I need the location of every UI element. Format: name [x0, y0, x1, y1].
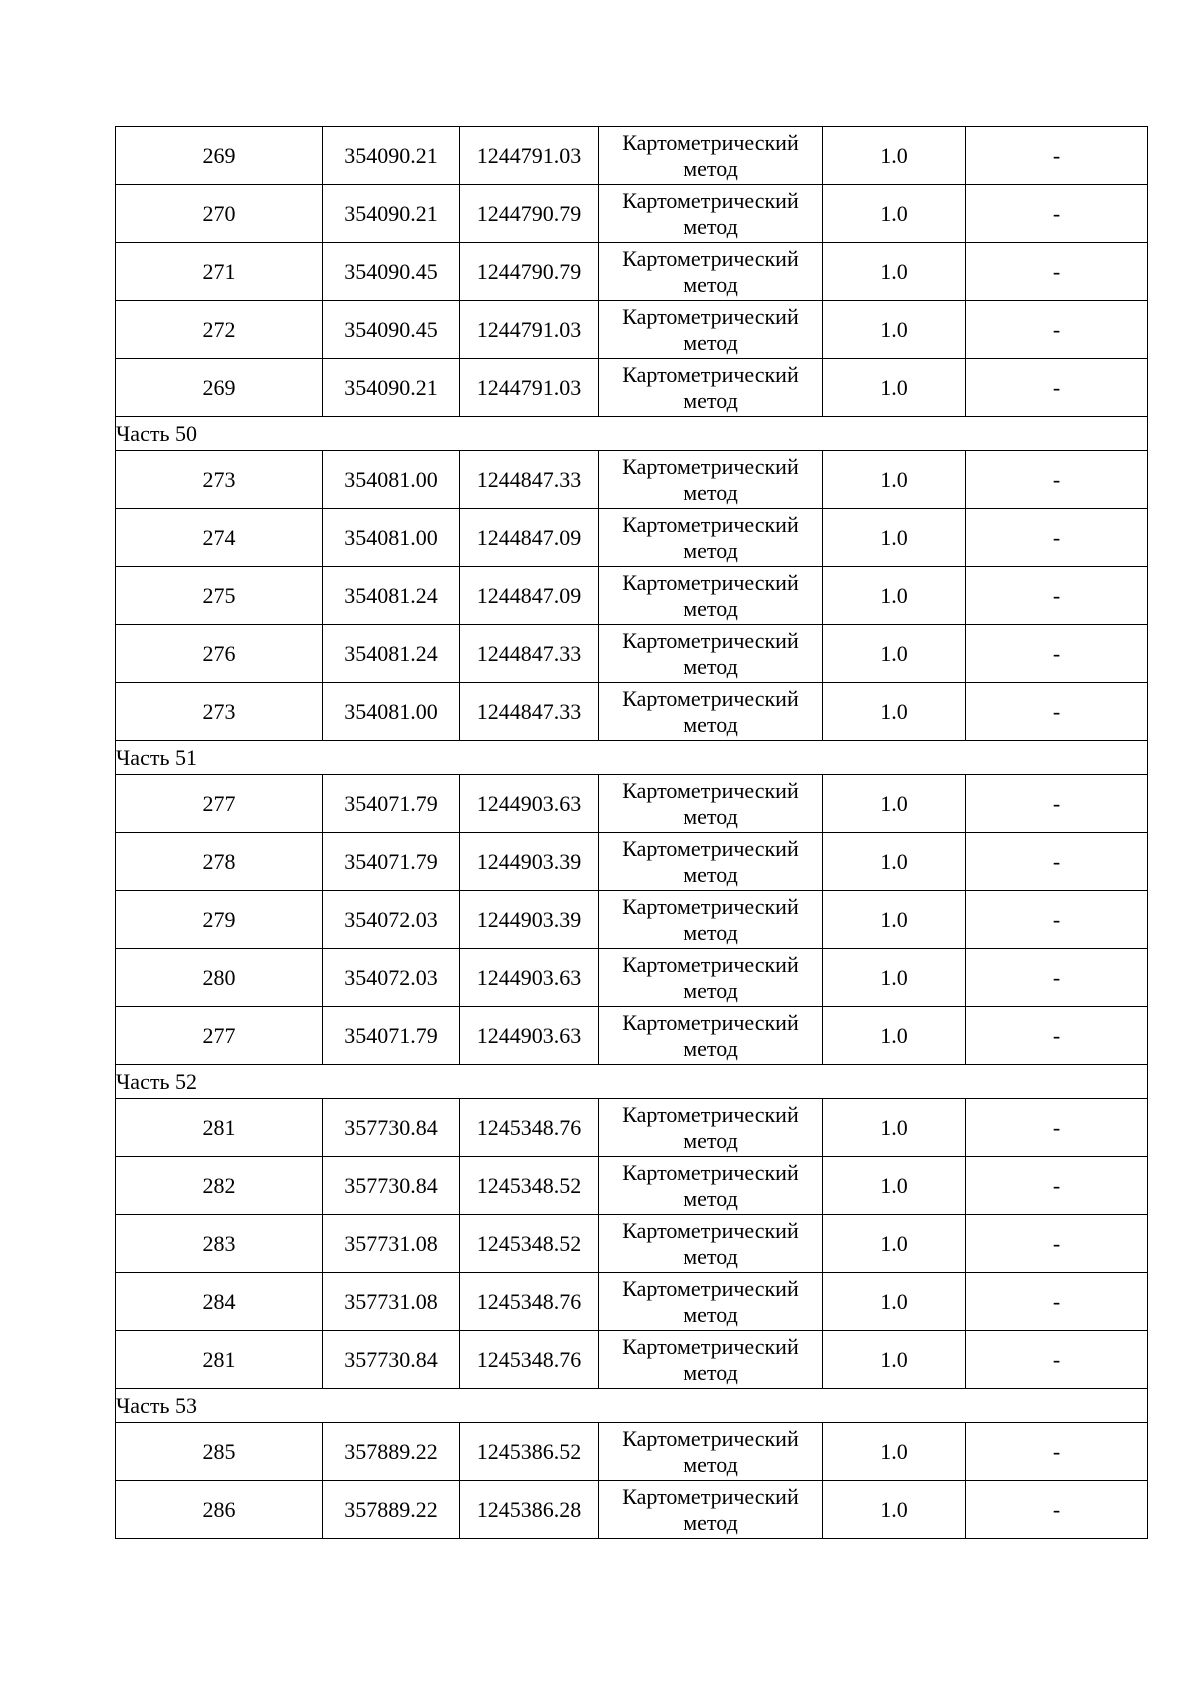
note-cell: -	[966, 625, 1148, 683]
method-cell	[599, 1423, 823, 1481]
table-row	[116, 127, 1148, 185]
method-cell	[599, 1007, 823, 1065]
x-coordinate-cell: 354071.79	[323, 1007, 460, 1065]
y-coordinate-cell: 1244847.33	[460, 625, 599, 683]
note-cell: -	[966, 833, 1148, 891]
accuracy-cell: 1.0	[823, 775, 966, 833]
method-text: Картометрический	[622, 361, 799, 387]
section-header-row	[116, 1389, 1148, 1423]
point-number-cell: 269	[116, 127, 323, 185]
x-coordinate-cell: 354081.00	[323, 451, 460, 509]
table-row	[116, 1215, 1148, 1273]
point-number-cell: 279	[116, 891, 323, 949]
y-coordinate-cell: 1244847.33	[460, 451, 599, 509]
note-cell: -	[966, 451, 1148, 509]
table-row	[116, 683, 1148, 741]
x-coordinate-cell: 354072.03	[323, 891, 460, 949]
method-cell	[599, 949, 823, 1007]
y-coordinate-cell: 1245386.52	[460, 1423, 599, 1481]
x-coordinate-cell: 354081.24	[323, 625, 460, 683]
accuracy-cell: 1.0	[823, 185, 966, 243]
y-coordinate-cell: 1245348.76	[460, 1331, 599, 1389]
method-text: Картометрический	[622, 1009, 799, 1035]
method-cell	[599, 359, 823, 417]
method-text: Картометрический	[622, 1217, 799, 1243]
table-row	[116, 567, 1148, 625]
table-row	[116, 1157, 1148, 1215]
accuracy-cell: 1.0	[823, 359, 966, 417]
table-row	[116, 451, 1148, 509]
accuracy-cell: 1.0	[823, 567, 966, 625]
point-number-cell: 275	[116, 567, 323, 625]
point-number-cell: 278	[116, 833, 323, 891]
method-text: метод	[683, 1301, 738, 1327]
method-text: метод	[683, 329, 738, 355]
method-text: Картометрический	[622, 1483, 799, 1509]
x-coordinate-cell: 357730.84	[323, 1157, 460, 1215]
method-text: Картометрический	[622, 1101, 799, 1127]
x-coordinate-cell: 357731.08	[323, 1273, 460, 1331]
point-number-cell: 273	[116, 451, 323, 509]
note-cell: -	[966, 243, 1148, 301]
method-text: метод	[683, 1127, 738, 1153]
table-row	[116, 509, 1148, 567]
method-cell	[599, 301, 823, 359]
method-cell	[599, 243, 823, 301]
method-cell	[599, 1481, 823, 1539]
table-row	[116, 625, 1148, 683]
y-coordinate-cell: 1244790.79	[460, 243, 599, 301]
note-cell: -	[966, 1331, 1148, 1389]
method-text: Картометрический	[622, 1333, 799, 1359]
x-coordinate-cell: 354081.24	[323, 567, 460, 625]
method-cell	[599, 185, 823, 243]
y-coordinate-cell: 1245348.52	[460, 1215, 599, 1273]
note-cell: -	[966, 127, 1148, 185]
method-text: метод	[683, 1509, 738, 1535]
note-cell: -	[966, 1215, 1148, 1273]
method-text: метод	[683, 1035, 738, 1061]
y-coordinate-cell: 1244791.03	[460, 301, 599, 359]
accuracy-cell: 1.0	[823, 1331, 966, 1389]
method-text: метод	[683, 479, 738, 505]
accuracy-cell: 1.0	[823, 1157, 966, 1215]
point-number-cell: 274	[116, 509, 323, 567]
method-cell	[599, 509, 823, 567]
y-coordinate-cell: 1244903.63	[460, 775, 599, 833]
x-coordinate-cell: 354090.45	[323, 243, 460, 301]
table-row	[116, 185, 1148, 243]
y-coordinate-cell: 1244903.39	[460, 891, 599, 949]
method-text: метод	[683, 711, 738, 737]
method-cell	[599, 127, 823, 185]
point-number-cell: 270	[116, 185, 323, 243]
point-number-cell: 271	[116, 243, 323, 301]
x-coordinate-cell: 354081.00	[323, 509, 460, 567]
accuracy-cell: 1.0	[823, 949, 966, 1007]
note-cell: -	[966, 949, 1148, 1007]
method-text: Картометрический	[622, 303, 799, 329]
point-number-cell: 283	[116, 1215, 323, 1273]
section-header-row	[116, 1065, 1148, 1099]
method-text: Картометрический	[622, 129, 799, 155]
method-text: метод	[683, 803, 738, 829]
method-text: метод	[683, 387, 738, 413]
note-cell: -	[966, 683, 1148, 741]
method-text: метод	[683, 977, 738, 1003]
method-cell	[599, 1215, 823, 1273]
point-number-cell: 269	[116, 359, 323, 417]
note-cell: -	[966, 509, 1148, 567]
x-coordinate-cell: 354090.21	[323, 127, 460, 185]
x-coordinate-cell: 354090.21	[323, 185, 460, 243]
x-coordinate-cell: 357889.22	[323, 1423, 460, 1481]
method-text: Картометрический	[622, 511, 799, 537]
method-cell	[599, 451, 823, 509]
note-cell: -	[966, 1099, 1148, 1157]
x-coordinate-cell: 357889.22	[323, 1481, 460, 1539]
table-row	[116, 1331, 1148, 1389]
method-text: метод	[683, 537, 738, 563]
x-coordinate-cell: 354071.79	[323, 775, 460, 833]
accuracy-cell: 1.0	[823, 1215, 966, 1273]
note-cell: -	[966, 185, 1148, 243]
x-coordinate-cell: 357730.84	[323, 1331, 460, 1389]
method-text: метод	[683, 1451, 738, 1477]
x-coordinate-cell: 354090.21	[323, 359, 460, 417]
accuracy-cell: 1.0	[823, 451, 966, 509]
accuracy-cell: 1.0	[823, 301, 966, 359]
point-number-cell: 277	[116, 775, 323, 833]
table-row	[116, 1273, 1148, 1331]
point-number-cell: 284	[116, 1273, 323, 1331]
method-cell	[599, 891, 823, 949]
section-title: Часть 52	[116, 1065, 1148, 1099]
method-text: Картометрический	[622, 835, 799, 861]
y-coordinate-cell: 1244847.09	[460, 567, 599, 625]
accuracy-cell: 1.0	[823, 1007, 966, 1065]
section-title: Часть 50	[116, 417, 1148, 451]
x-coordinate-cell: 354071.79	[323, 833, 460, 891]
point-number-cell: 286	[116, 1481, 323, 1539]
coordinates-table	[115, 126, 1148, 1539]
y-coordinate-cell: 1245348.76	[460, 1099, 599, 1157]
note-cell: -	[966, 1481, 1148, 1539]
method-text: Картометрический	[622, 777, 799, 803]
note-cell: -	[966, 567, 1148, 625]
method-cell	[599, 833, 823, 891]
table-row	[116, 775, 1148, 833]
section-title: Часть 53	[116, 1389, 1148, 1423]
point-number-cell: 281	[116, 1331, 323, 1389]
point-number-cell: 281	[116, 1099, 323, 1157]
table-row	[116, 301, 1148, 359]
table-row	[116, 359, 1148, 417]
method-text: метод	[683, 861, 738, 887]
point-number-cell: 280	[116, 949, 323, 1007]
note-cell: -	[966, 1157, 1148, 1215]
y-coordinate-cell: 1244903.39	[460, 833, 599, 891]
method-text: метод	[683, 1243, 738, 1269]
method-text: Картометрический	[622, 1275, 799, 1301]
y-coordinate-cell: 1244847.33	[460, 683, 599, 741]
method-text: Картометрический	[622, 951, 799, 977]
accuracy-cell: 1.0	[823, 625, 966, 683]
table-row	[116, 1099, 1148, 1157]
method-cell	[599, 1157, 823, 1215]
note-cell: -	[966, 1007, 1148, 1065]
table-row	[116, 1423, 1148, 1481]
accuracy-cell: 1.0	[823, 1273, 966, 1331]
y-coordinate-cell: 1244903.63	[460, 1007, 599, 1065]
point-number-cell: 273	[116, 683, 323, 741]
y-coordinate-cell: 1245386.28	[460, 1481, 599, 1539]
accuracy-cell: 1.0	[823, 1099, 966, 1157]
x-coordinate-cell: 357731.08	[323, 1215, 460, 1273]
accuracy-cell: 1.0	[823, 891, 966, 949]
method-text: метод	[683, 1359, 738, 1385]
method-text: Картометрический	[622, 245, 799, 271]
section-header-row	[116, 741, 1148, 775]
method-text: Картометрический	[622, 685, 799, 711]
y-coordinate-cell: 1245348.52	[460, 1157, 599, 1215]
y-coordinate-cell: 1244903.63	[460, 949, 599, 1007]
y-coordinate-cell: 1245348.76	[460, 1273, 599, 1331]
method-cell	[599, 1099, 823, 1157]
y-coordinate-cell: 1244847.09	[460, 509, 599, 567]
point-number-cell: 282	[116, 1157, 323, 1215]
method-text: Картометрический	[622, 1159, 799, 1185]
method-cell	[599, 1331, 823, 1389]
y-coordinate-cell: 1244790.79	[460, 185, 599, 243]
section-title: Часть 51	[116, 741, 1148, 775]
method-text: метод	[683, 213, 738, 239]
x-coordinate-cell: 357730.84	[323, 1099, 460, 1157]
y-coordinate-cell: 1244791.03	[460, 359, 599, 417]
accuracy-cell: 1.0	[823, 1481, 966, 1539]
note-cell: -	[966, 1423, 1148, 1481]
method-text: метод	[683, 271, 738, 297]
note-cell: -	[966, 1273, 1148, 1331]
method-cell	[599, 775, 823, 833]
table-row	[116, 833, 1148, 891]
table-row	[116, 891, 1148, 949]
x-coordinate-cell: 354090.45	[323, 301, 460, 359]
method-text: Картометрический	[622, 627, 799, 653]
x-coordinate-cell: 354072.03	[323, 949, 460, 1007]
coordinates-table-body	[116, 127, 1148, 1539]
point-number-cell: 276	[116, 625, 323, 683]
method-text: метод	[683, 1185, 738, 1211]
method-cell	[599, 625, 823, 683]
point-number-cell: 277	[116, 1007, 323, 1065]
table-row	[116, 949, 1148, 1007]
x-coordinate-cell: 354081.00	[323, 683, 460, 741]
note-cell: -	[966, 301, 1148, 359]
accuracy-cell: 1.0	[823, 509, 966, 567]
accuracy-cell: 1.0	[823, 127, 966, 185]
table-row	[116, 1481, 1148, 1539]
point-number-cell: 272	[116, 301, 323, 359]
method-text: Картометрический	[622, 893, 799, 919]
method-cell	[599, 1273, 823, 1331]
accuracy-cell: 1.0	[823, 243, 966, 301]
y-coordinate-cell: 1244791.03	[460, 127, 599, 185]
table-row	[116, 243, 1148, 301]
method-text: Картометрический	[622, 569, 799, 595]
accuracy-cell: 1.0	[823, 833, 966, 891]
method-text: Картометрический	[622, 187, 799, 213]
note-cell: -	[966, 359, 1148, 417]
method-text: метод	[683, 919, 738, 945]
method-text: метод	[683, 595, 738, 621]
accuracy-cell: 1.0	[823, 683, 966, 741]
method-text: метод	[683, 653, 738, 679]
method-text: Картометрический	[622, 453, 799, 479]
method-text: Картометрический	[622, 1425, 799, 1451]
table-row	[116, 1007, 1148, 1065]
point-number-cell: 285	[116, 1423, 323, 1481]
section-header-row	[116, 417, 1148, 451]
note-cell: -	[966, 891, 1148, 949]
accuracy-cell: 1.0	[823, 1423, 966, 1481]
method-cell	[599, 683, 823, 741]
method-cell	[599, 567, 823, 625]
method-text: метод	[683, 155, 738, 181]
note-cell: -	[966, 775, 1148, 833]
